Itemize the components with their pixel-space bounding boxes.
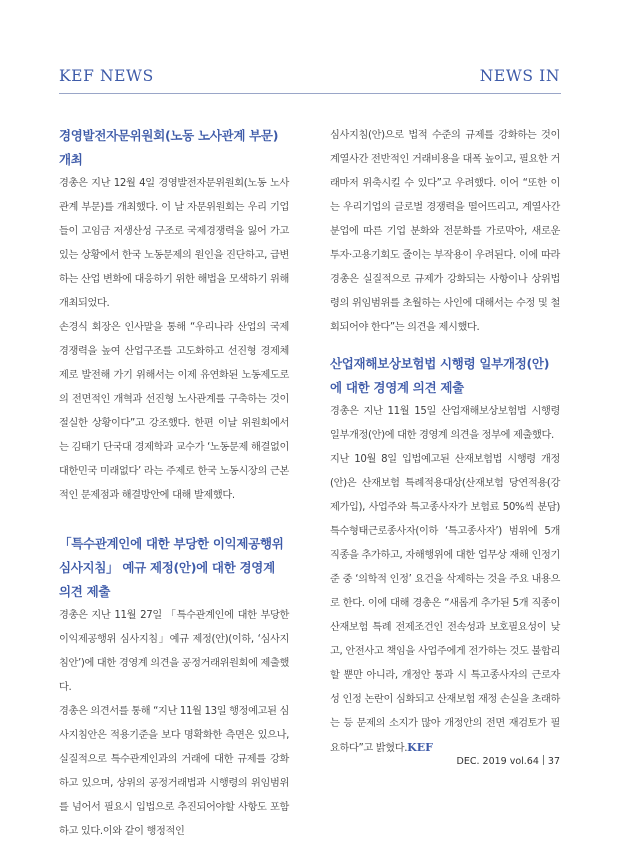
header-section-title: KEF NEWS [59,67,154,85]
article-title: 「특수관계인에 대한 부당한 이익제공행위 심사지침」 예규 제정(안)에 대한 경영계 의견 제출 [59,536,284,599]
article-paragraph: 경총은 지난 12월 4일 경영발전자문위원회(노동 노사관계 부문)를 개최했다. 이 날 자문위원회는 우리 기업들이 고임금 저생산성 구조로 국제경쟁력을 잃어 가고 있는 상황에서 한국 노동문제의 원인을 진단하고, 급변하는 산업 변화에 대응하기 위한 해법을 모색하기 위해 개최되었다. [59,178,289,309]
article-title: 경영발전자문위원회(노동 노사관계 부문) 개최 [59,128,279,167]
article-paragraph: 경총은 의견서를 통해 “지난 11월 13일 행정예고된 심사지침안은 적용기준을 보다 명확화한 측면은 있으나, 실질적으로 특수관계인과의 거래에 대한 규제를 강화하고 있으며, 상위의 공정거래법과 시행령의 위임범위를 넘어서 필요시 입법으로 추진되어야할 사항도 포함하고 있다.이와 같이 행정적인 [59,706,290,837]
left-column [59,124,289,844]
header-section-subtitle: NEWS IN [479,67,560,85]
footer-separator [543,755,544,765]
right-column [330,124,560,761]
article-paragraph: 경총은 지난 11월 15일 산업재해보상보험법 시행령 일부개정(안)에 대한 경영계 의견을 정부에 제출했다. [330,406,560,441]
article-paragraph: 심사지침(안)으로 법적 수준의 규제를 강화하는 것이 계열사간 전반적인 거래비용을 대폭 높이고, 필요한 거래마저 위축시킬 수 있다”고 우려했다. 이어 “또한 이는 우리기업의 글로벌 경쟁력을 떨어뜨리고, 계열사간 분업에 따른 기업 분화와 전문화를 가로막아, 새로운 투자·고용기회도 줄이는 부작용이 우려된다. 이에 따라 경총은 실질적으로 규제가 강화되는 사항이나 상위법령의 위임범위를 초월하는 사인에 대해서는 수정 및 철회되어야 한다”는 의견을 제시했다. [330,130,560,333]
article-paragraph-text: 지난 10월 8일 입법예고된 산재보험법 시행령 개정(안)은 산재보험 특례적용대상(산재보험 당연적용(강제가입), 사업주와 특고종사자가 보험료 50%씩 분담) 특수형태근로종사자(이하 ‘특고종사자’) 범위에 5개 직종을 추가하고, 자해행위에 대한 업무상 재해 인정기준 중 ‘의학적 인정’ 요건을 삭제하는 것을 주요 내용으로 한다. 이에 대해 경총은 “새롭게 추가된 5개 직종이 산재보험 특례 전제조건인 전속성과 보호필요성이 낮고, 안전사고 책임을 사업주에게 전가하는 것도 불합리할 뿐만 아니라, 개정안 통과 시 특고종사자의 근로자성 인정 논란이 심화되고 산재보험 재정 손실을 초래하는 등 문제의 소지가 많아 개정안의 전면 재검토가 필요하다”고 밝혔다. [330,454,560,754]
header-divider [59,93,561,94]
page-number: 37 [547,756,560,767]
issue-label: DEC. 2019 vol.64 [456,756,539,767]
kef-end-mark: KEF [407,741,433,754]
article-paragraph: 손경식 회장은 인사말을 통해 “우리나라 산업의 국제경쟁력을 높여 산업구조를 고도화하고 선진형 경제체제로 발전해 가기 위해서는 이제 유연화된 노동제도로의 전면적인 개혁과 선진형 노사관계를 구축하는 것이 절실한 상황이다”고 강조했다. 한편 이날 위원회에서는 김태기 단국대 경제학과 교수가 ‘노동문제 해결없이 대한민국 미래없다’ 라는 주제로 한국 노동시장의 근본적인 문제점과 해결방안에 대해 발제했다. [59,322,289,501]
article-paragraph [330,448,560,761]
page-footer [457,755,560,767]
article-title: 산업재해보상보험법 시행령 일부개정(안) 에 대한 경영계 의견 제출 [330,356,550,395]
article-paragraph: 경총은 지난 11월 27일 「특수관계인에 대한 부당한 이익제공행위 심사지침」예규 제정(안)(이하, ‘심사지침안’)에 대한 경영계 의견을 공정거래위원회에 제출했다. [59,610,289,693]
